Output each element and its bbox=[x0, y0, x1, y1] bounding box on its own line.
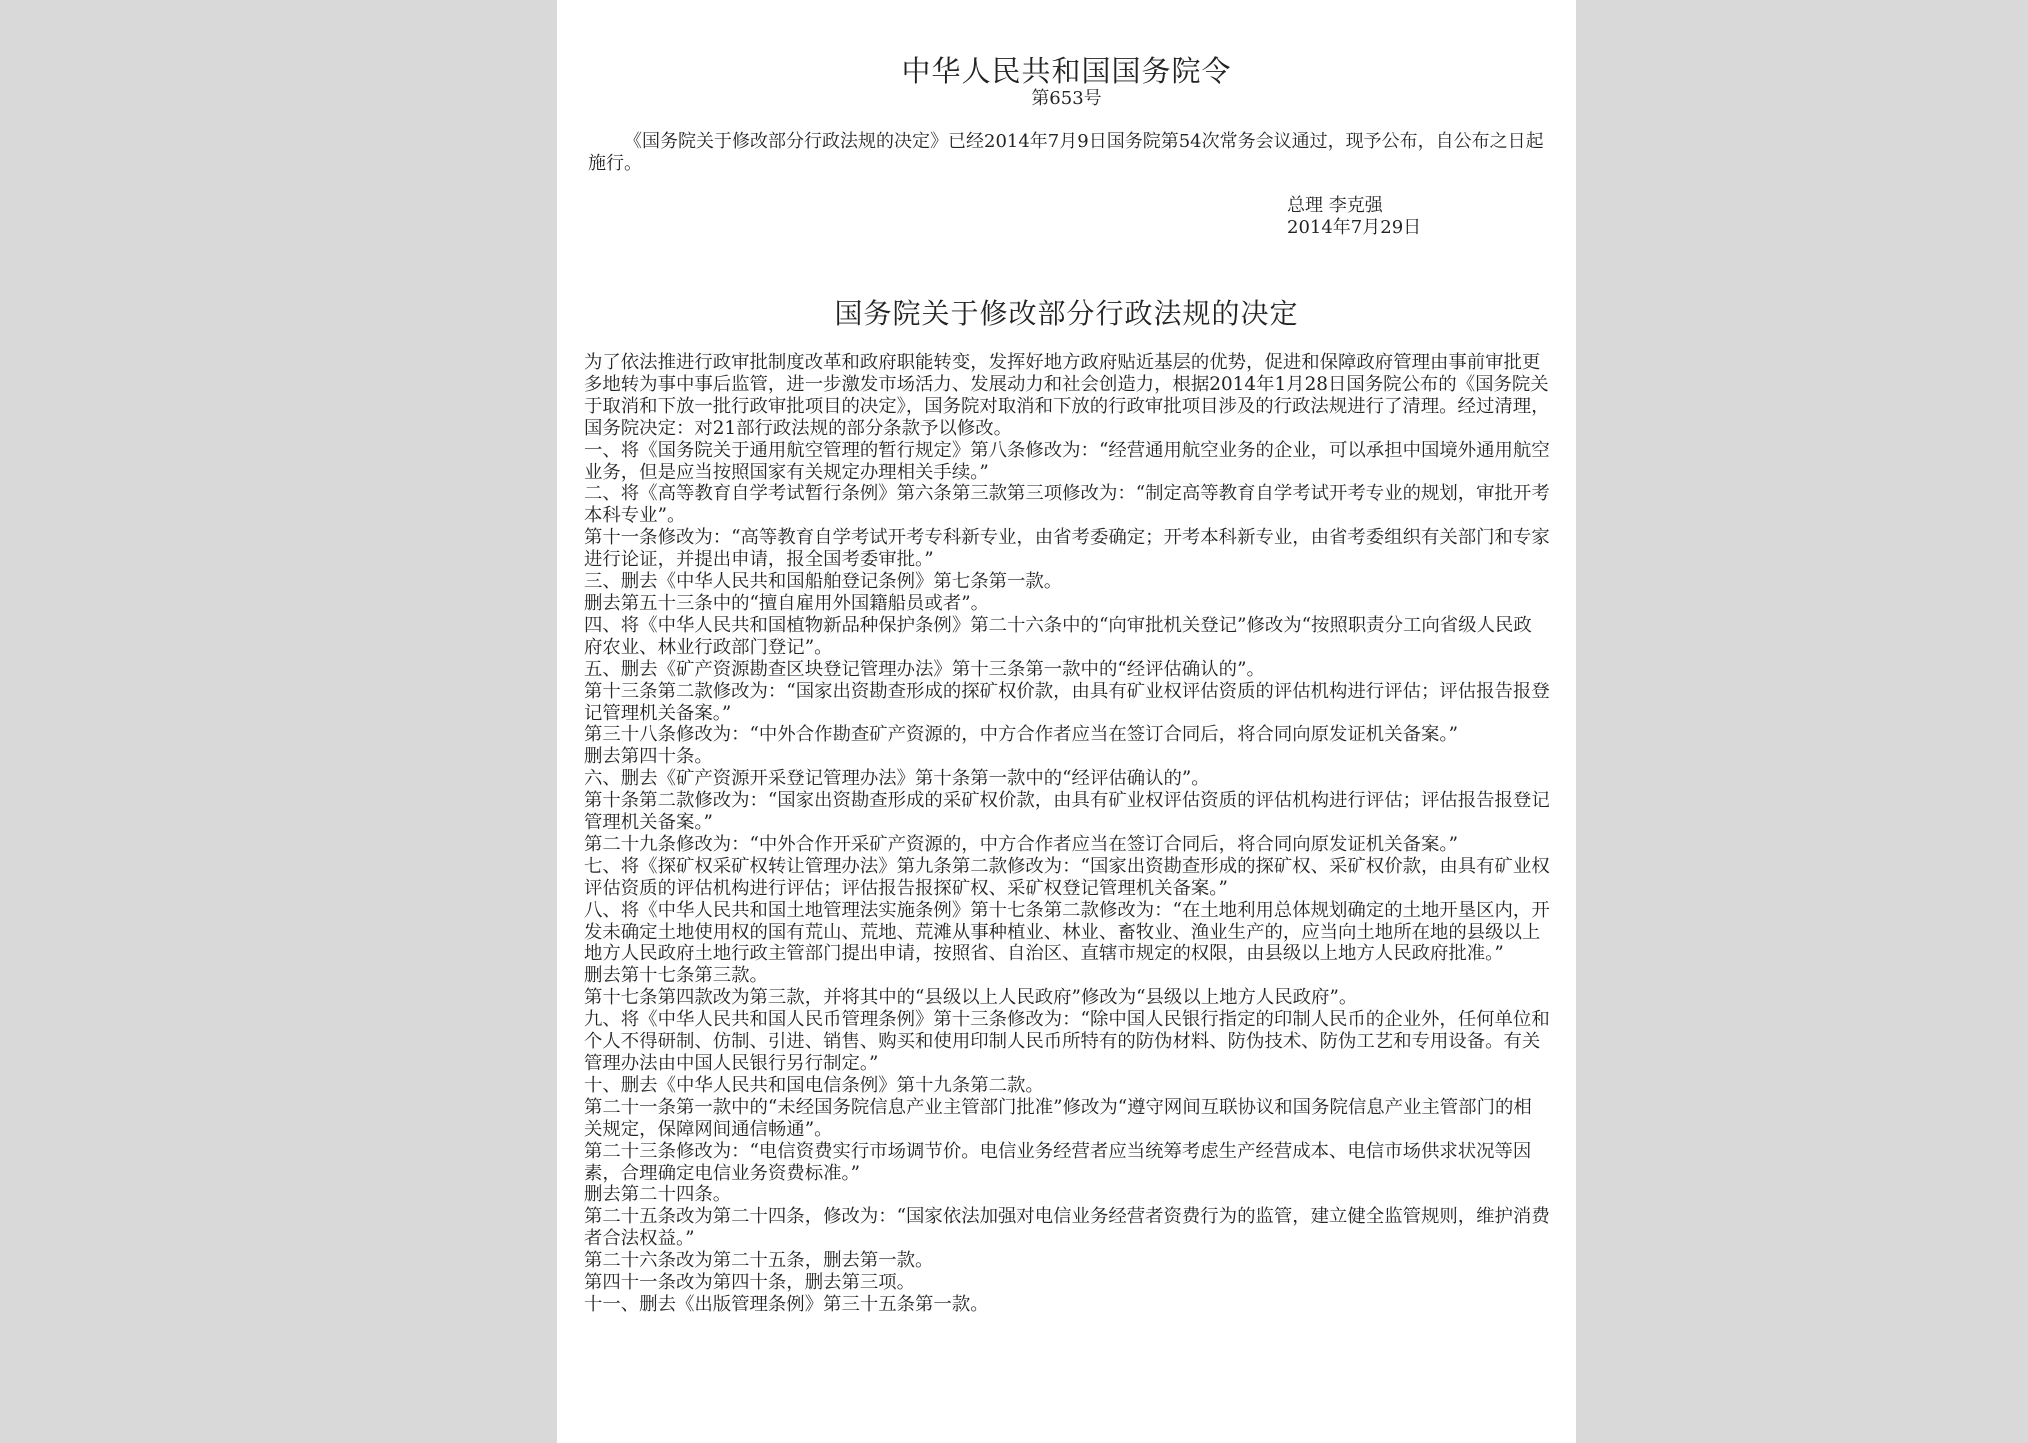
body-paragraph: 七、将《探矿权采矿权转让管理办法》第九条第二款修改为：“国家出资勘查形成的探矿权、采矿权价款，由具有矿业权评估资质的评估机构进行评估；评估报告报探矿权、采矿权登记管理机关备案。” bbox=[584, 855, 1550, 899]
body-paragraph: 第四十一条改为第四十条，删去第三项。 bbox=[584, 1272, 916, 1294]
signature-block bbox=[1287, 195, 1421, 239]
body-paragraph: 十一、删去《出版管理条例》第三十五条第一款。 bbox=[584, 1293, 989, 1315]
body-paragraph: 八、将《中华人民共和国土地管理法实施条例》第十七条第二款修改为：“在土地利用总体规划确定的土地开垦区内，开发未确定土地使用权的国有荒山、荒地、荒滩从事种植业、林业、畜牧业、渔业生产的，应当向土地所在地的县级以上地方人民政府土地行政主管部门提出申请，按照省、自治区、直辖市规定的权限，由县级以上地方人民政府批准。” bbox=[584, 899, 1550, 965]
decree-title: 中华人民共和国国务院令 bbox=[901, 54, 1232, 88]
body-paragraph: 一、将《国务院关于通用航空管理的暂行规定》第八条修改为：“经营通用航空业务的企业，可以承担中国境外通用航空业务，但是应当按照国家有关规定办理相关手续。” bbox=[584, 439, 1550, 483]
signature-date: 2014年7月29日 bbox=[1287, 217, 1422, 238]
body-paragraph: 第二十五条改为第二十四条，修改为：“国家依法加强对电信业务经营者资费行为的监管，建立健全监管规则，维护消费者合法权益。” bbox=[584, 1206, 1550, 1250]
signature-line: 总理 李克强 bbox=[1287, 195, 1383, 216]
body-paragraph: 三、删去《中华人民共和国船舶登记条例》第七条第一款。 bbox=[584, 571, 1063, 593]
body-paragraph: 第十条第二款修改为：“国家出资勘查形成的采矿权价款，由具有矿业权评估资质的评估机构进行评估；评估报告报登记管理机关备案。” bbox=[584, 790, 1550, 834]
body-paragraph: 删去第十七条第三款。 bbox=[584, 965, 768, 987]
body-paragraph: 第二十六条改为第二十五条，删去第一款。 bbox=[584, 1250, 934, 1272]
body-paragraph: 二、将《高等教育自学考试暂行条例》第六条第三款第三项修改为：“制定高等教育自学考试开考专业的规划，审批开考本科专业”。 bbox=[584, 483, 1550, 527]
decision-body bbox=[584, 352, 1550, 1316]
body-paragraph: 删去第二十四条。 bbox=[584, 1184, 732, 1206]
body-paragraph: 十、删去《中华人民共和国电信条例》第十九条第二款。 bbox=[584, 1074, 1044, 1096]
body-paragraph: 九、将《中华人民共和国人民币管理条例》第十三条修改为：“除中国人民银行指定的印制人民币的企业外，任何单位和个人不得研制、仿制、引进、销售、购买和使用印制人民币所特有的防伪材料、防伪技术、防伪工艺和专用设备。有关管理办法由中国人民银行另行制定。” bbox=[584, 1009, 1550, 1074]
body-paragraph: 六、删去《矿产资源开采登记管理办法》第十条第一款中的“经评估确认的”。 bbox=[584, 768, 1210, 790]
body-paragraph: 五、删去《矿产资源勘查区块登记管理办法》第十三条第一款中的“经评估确认的”。 bbox=[584, 658, 1265, 680]
body-paragraph: 第三十八条修改为：“中外合作勘查矿产资源的，中方合作者应当在签订合同后，将合同向原发证机关备案。” bbox=[584, 724, 1458, 746]
decree-number: 第653号 bbox=[1031, 88, 1102, 109]
body-paragraph: 四、将《中华人民共和国植物新品种保护条例》第二十六条中的“向审批机关登记”修改为“按照职责分工向省级人民政府农业、林业行政部门登记”。 bbox=[584, 614, 1532, 658]
body-paragraph: 第十三条第二款修改为：“国家出资勘查形成的探矿权价款，由具有矿业权评估资质的评估机构进行评估；评估报告报登记管理机关备案。” bbox=[584, 680, 1550, 724]
decree-paragraph: 《国务院关于修改部分行政法规的决定》已经2014年7月9日国务院第54次常务会议通过，现予公布，自公布之日起施行。 bbox=[588, 131, 1544, 174]
body-paragraph: 第二十一条第一款中的“未经国务院信息产业主管部门批准”修改为“遵守网间互联协议和国务院信息产业主管部门的相关规定，保障网间通信畅通”。 bbox=[584, 1096, 1532, 1140]
document-page bbox=[557, 0, 1576, 1443]
body-paragraph: 第二十九条修改为：“中外合作开采矿产资源的，中方合作者应当在签订合同后，将合同向原发证机关备案。” bbox=[584, 833, 1458, 855]
body-paragraph: 删去第四十条。 bbox=[584, 746, 713, 768]
body-paragraph: 为了依法推进行政审批制度改革和政府职能转变，发挥好地方政府贴近基层的优势，促进和保障政府管理由事前审批更多地转为事中事后监管，进一步激发市场活力、发展动力和社会创造力，根据2014年1月28日国务院公布的《国务院关于取消和下放一批行政审批项目的决定》，国务院对取消和下放的行政审批项目涉及的行政法规进行了清理。经过清理，国务院决定：对21部行政法规的部分条款予以修改。 bbox=[584, 352, 1550, 439]
decree-text bbox=[588, 131, 1549, 175]
body-paragraph: 第十一条修改为：“高等教育自学考试开考专科新专业，由省考委确定；开考本科新专业，由省考委组织有关部门和专家进行论证，并提出申请，报全国考委审批。” bbox=[584, 527, 1550, 571]
body-paragraph: 第十七条第四款改为第三款，并将其中的“县级以上人民政府”修改为“县级以上地方人民政府”。 bbox=[584, 987, 1358, 1009]
body-paragraph: 删去第五十三条中的“擅自雇用外国籍船员或者”。 bbox=[584, 592, 990, 614]
body-paragraph: 第二十三条修改为：“电信资费实行市场调节价。电信业务经营者应当统筹考虑生产经营成本、电信市场供求状况等因素，合理确定电信业务资费标准。” bbox=[584, 1140, 1532, 1184]
decision-title: 国务院关于修改部分行政法规的决定 bbox=[834, 297, 1299, 330]
